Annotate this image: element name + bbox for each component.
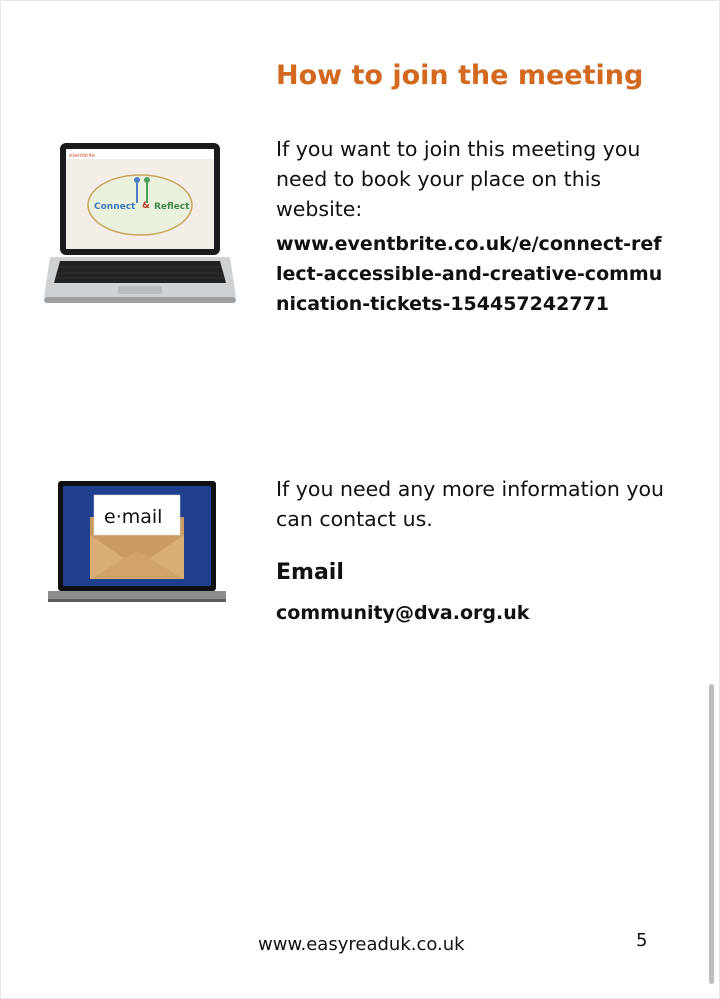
logo-connect-text: Connect <box>94 202 136 212</box>
eventbrite-link[interactable]: www.eventbrite.co.uk/e/connect-reflect-accessible-and-creative-communication-tickets-154457242771 <box>276 233 663 315</box>
logo-reflect-text: Reflect <box>154 202 190 212</box>
footer-url[interactable]: www.easyreaduk.co.uk <box>258 934 465 955</box>
scrollbar-thumb[interactable] <box>709 684 714 984</box>
email-heading: Email <box>276 560 344 585</box>
laptop-illustration <box>36 125 241 320</box>
more-info-text: If you need any more information you can contact us. <box>276 477 665 531</box>
email-laptop-illustration <box>42 455 232 625</box>
email-address[interactable]: community@dva.org.uk <box>276 602 530 624</box>
join-instructions: If you want to join this meeting you need to book your place on this website: <box>276 137 641 221</box>
page-number: 5 <box>636 930 648 951</box>
page-title: How to join the meeting <box>276 60 644 91</box>
eventbrite-brand: eventbrite <box>69 153 95 159</box>
logo-amp-text: & <box>142 201 150 211</box>
email-card-label: e·mail <box>104 506 163 528</box>
